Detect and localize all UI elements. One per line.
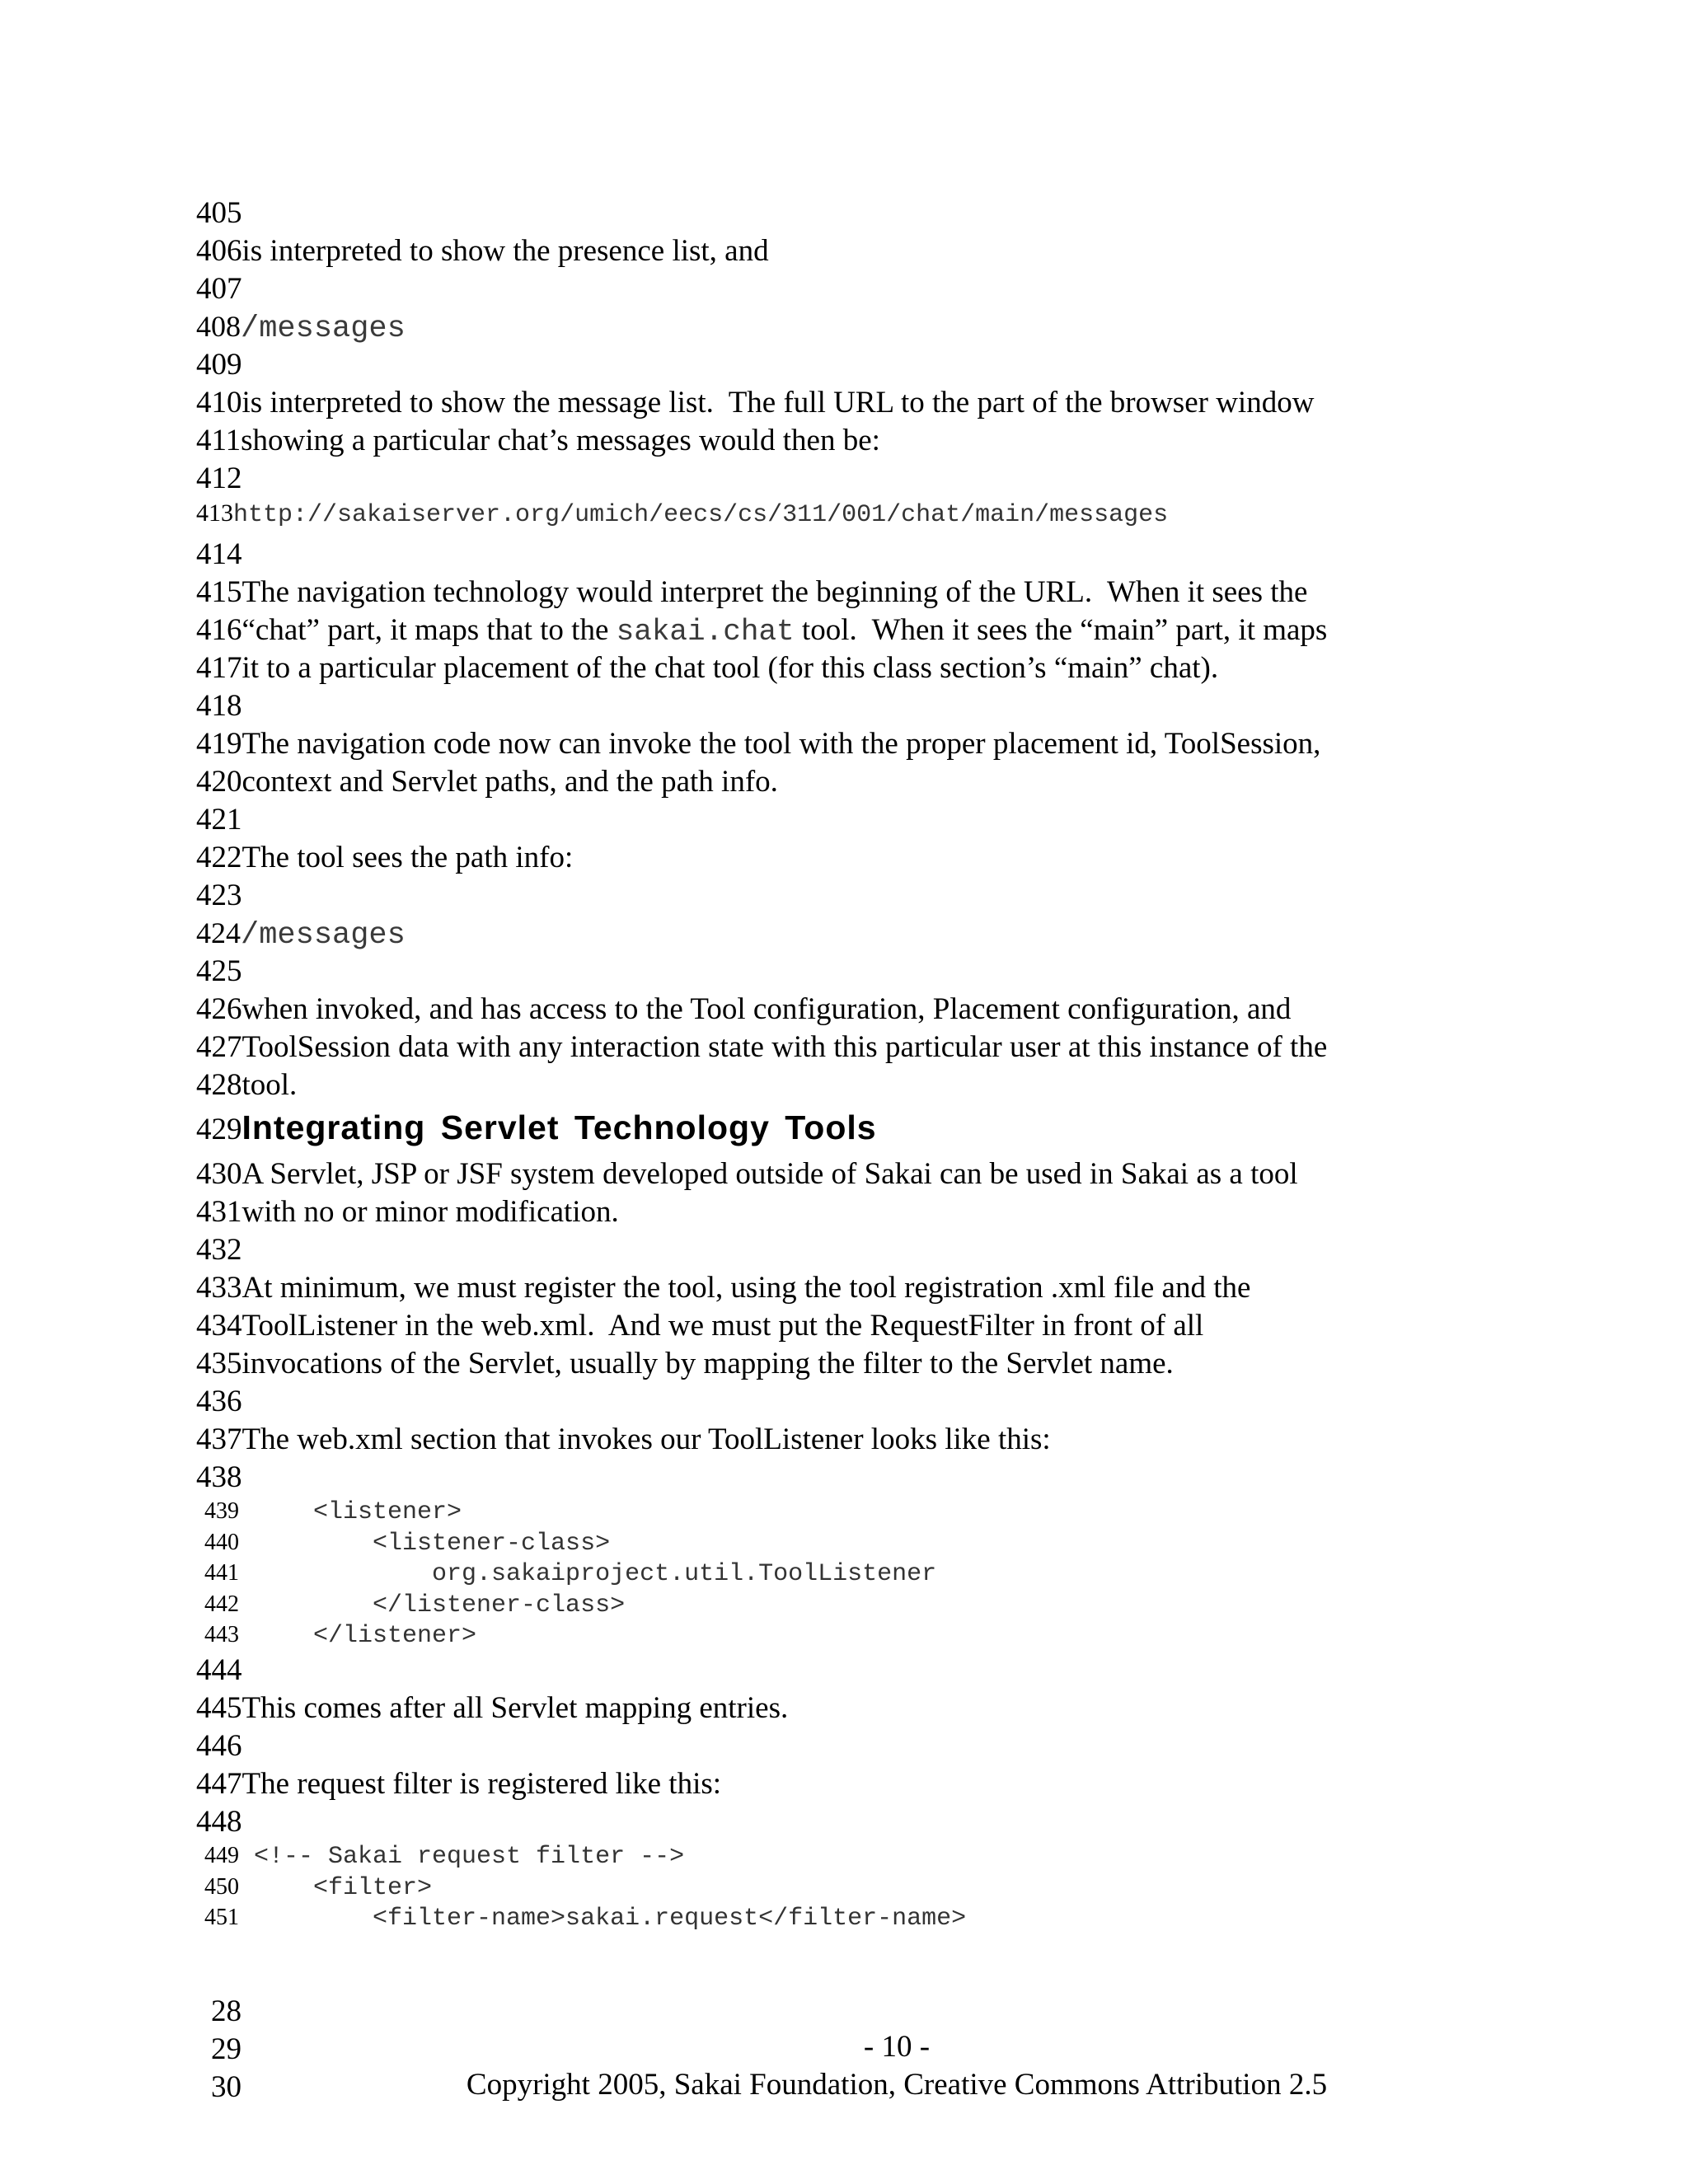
line-number: 439 — [204, 1498, 239, 1524]
line-text: This comes after all Servlet mapping entries. — [241, 1690, 789, 1725]
text-line — [196, 387, 1597, 425]
line-number: 417 — [196, 651, 242, 685]
line-text: <listener-class> — [254, 1529, 611, 1558]
line-text: ToolListener in the web.xml. And we must put the RequestFilter in front of all — [241, 1309, 1204, 1343]
line-number: 408 — [196, 310, 241, 343]
line-number: 412 — [196, 462, 242, 495]
line-text: <filter> — [254, 1873, 433, 1902]
line-number: 419 — [196, 727, 242, 761]
line-number: 450 — [204, 1873, 239, 1900]
line-number: 423 — [196, 879, 242, 912]
line-number: 451 — [204, 1905, 239, 1931]
text-line — [196, 615, 1597, 653]
text-line — [196, 880, 1597, 918]
line-number: 438 — [196, 1460, 242, 1494]
line-text: is interpreted to show the presence list, and — [241, 234, 769, 268]
section-heading: Integrating Servlet Technology Tools — [241, 1108, 877, 1146]
document-body — [196, 198, 1597, 1938]
footer-line-number: 28 — [211, 1994, 241, 2028]
line-number: 433 — [196, 1271, 242, 1305]
line-number: 440 — [204, 1529, 239, 1555]
text-line — [196, 236, 1597, 274]
line-text: is interpreted to show the message list. The full URL to the part of the browser window — [241, 386, 1315, 419]
text-line — [196, 1804, 1597, 1844]
code-line — [196, 1844, 1597, 1876]
text-line — [196, 766, 1597, 804]
line-text: org.sakaiproject.util.ToolListener — [254, 1560, 937, 1589]
inline-code: sakai.chat — [616, 615, 795, 649]
line-number: 437 — [196, 1422, 242, 1456]
line-number: 444 — [196, 1652, 242, 1687]
text-line — [196, 1159, 1597, 1197]
line-text: The request filter is registered like this: — [241, 1766, 722, 1801]
text-line — [196, 1652, 1597, 1693]
section-heading-line — [196, 1108, 1597, 1159]
line-text: At minimum, we must register the tool, using the tool registration .xml file and the — [241, 1271, 1251, 1305]
line-text: it to a particular placement of the chat tool (for this class section’s “main” chat). — [241, 651, 1219, 685]
line-number: 410 — [196, 386, 242, 419]
line-text: when invoked, and has access to the Tool configuration, Placement configuration, and — [241, 992, 1292, 1026]
page-footer — [196, 1958, 1597, 2104]
line-text: <listener> — [254, 1498, 462, 1526]
line-number: 431 — [196, 1195, 242, 1229]
code-line — [196, 1531, 1597, 1563]
line-number: 445 — [196, 1690, 242, 1725]
line-text: /messages — [241, 918, 406, 953]
line-text: invocations of the Servlet, usually by mapping the filter to the Servlet name. — [241, 1347, 1174, 1380]
text-line — [196, 1348, 1597, 1386]
text-line — [196, 842, 1597, 880]
line-number: 430 — [196, 1157, 242, 1191]
line-number: 420 — [196, 765, 242, 799]
line-number: 436 — [196, 1385, 242, 1418]
line-text: with no or minor modification. — [241, 1195, 619, 1229]
line-number: 411 — [196, 424, 241, 457]
line-text: showing a particular chat’s messages would then be: — [241, 424, 880, 457]
text-line — [196, 1462, 1597, 1500]
page-number: - 10 - — [863, 2030, 931, 2064]
text-line — [196, 1032, 1597, 1070]
code-line — [196, 1500, 1597, 1531]
line-number: 446 — [196, 1728, 242, 1763]
text-line — [196, 501, 1597, 539]
text-line — [196, 539, 1597, 577]
line-number: 432 — [196, 1233, 242, 1267]
line-number: 414 — [196, 537, 242, 571]
line-text: <filter-name>sakai.request</filter-name> — [254, 1905, 967, 1933]
line-number: 443 — [204, 1622, 239, 1648]
line-text: The navigation technology would interpret the beginning of the URL. When it sees the — [241, 575, 1308, 609]
text-line — [196, 956, 1597, 994]
text-line — [196, 1424, 1597, 1462]
line-number: 424 — [196, 916, 241, 949]
text-line — [196, 804, 1597, 842]
line-text: “chat” part, it maps that to the — [241, 613, 617, 647]
text-line — [196, 312, 1597, 349]
text-line — [196, 729, 1597, 766]
line-number: 428 — [196, 1068, 242, 1102]
code-line — [196, 1906, 1597, 1938]
code-line — [196, 1873, 1597, 1907]
line-text: tool. When it sees the “main” part, it maps — [794, 613, 1328, 647]
code-line — [196, 1562, 1597, 1593]
line-text: A Servlet, JSP or JSF system developed outside of Sakai can be used in Sakai as a tool — [241, 1157, 1298, 1191]
copyright-notice: Copyright 2005, Sakai Foundation, Creative Commons Attribution 2.5 — [466, 2068, 1328, 2102]
line-number: 425 — [196, 954, 242, 988]
line-text: <!-- Sakai request filter --> — [254, 1842, 685, 1871]
text-line — [196, 463, 1597, 501]
line-number: 418 — [196, 689, 242, 723]
text-line — [196, 994, 1597, 1032]
text-line — [196, 1272, 1597, 1310]
text-line — [196, 1728, 1597, 1769]
text-line — [196, 1386, 1597, 1424]
line-text: The web.xml section that invokes our ToolListener looks like this: — [241, 1422, 1051, 1456]
text-line — [196, 918, 1597, 956]
footer-line-number: 29 — [211, 2032, 241, 2066]
line-number: 449 — [204, 1842, 239, 1868]
line-number: 447 — [196, 1766, 242, 1801]
line-number: 442 — [204, 1591, 239, 1617]
line-number: 426 — [196, 992, 242, 1026]
code-line — [196, 1624, 1597, 1655]
line-number: 434 — [196, 1309, 242, 1343]
text-line — [196, 577, 1597, 615]
text-line — [196, 1766, 1597, 1807]
line-number: 405 — [196, 196, 242, 230]
line-number: 415 — [196, 575, 242, 609]
line-text: http://sakaiserver.org/umich/eecs/cs/311/001/chat/main/messages — [233, 501, 1169, 529]
text-line — [196, 1310, 1597, 1348]
line-number: 448 — [196, 1804, 242, 1839]
text-line — [196, 198, 1597, 236]
line-text: ToolSession data with any interaction state with this particular user at this instance of the — [241, 1030, 1328, 1064]
text-line — [196, 1070, 1597, 1108]
line-number: 409 — [196, 348, 242, 382]
code-line — [196, 1593, 1597, 1624]
line-number: 441 — [204, 1560, 239, 1586]
line-number: 407 — [196, 272, 242, 306]
text-line — [196, 1197, 1597, 1235]
line-text: tool. — [241, 1068, 298, 1102]
line-number: 435 — [196, 1347, 242, 1380]
line-number: 422 — [196, 841, 242, 874]
line-text: The navigation code now can invoke the tool with the proper placement id, ToolSession, — [241, 727, 1321, 761]
line-number: 416 — [196, 613, 242, 647]
footer-line-number: 30 — [211, 2070, 241, 2104]
line-number: 421 — [196, 803, 242, 837]
text-line — [196, 1235, 1597, 1272]
line-text: The tool sees the path info: — [241, 841, 574, 874]
text-line — [196, 691, 1597, 729]
line-text: /messages — [241, 312, 406, 346]
text-line — [196, 1690, 1597, 1731]
line-text: context and Servlet paths, and the path info. — [241, 765, 778, 799]
line-number: 427 — [196, 1030, 242, 1064]
text-line — [196, 653, 1597, 691]
line-text: </listener> — [254, 1622, 477, 1651]
text-line — [196, 274, 1597, 312]
line-number: 413 — [196, 499, 233, 527]
text-line — [196, 425, 1597, 463]
line-text: </listener-class> — [254, 1591, 626, 1619]
line-number: 429 — [196, 1113, 242, 1146]
line-number: 406 — [196, 234, 242, 268]
text-line — [196, 349, 1597, 387]
